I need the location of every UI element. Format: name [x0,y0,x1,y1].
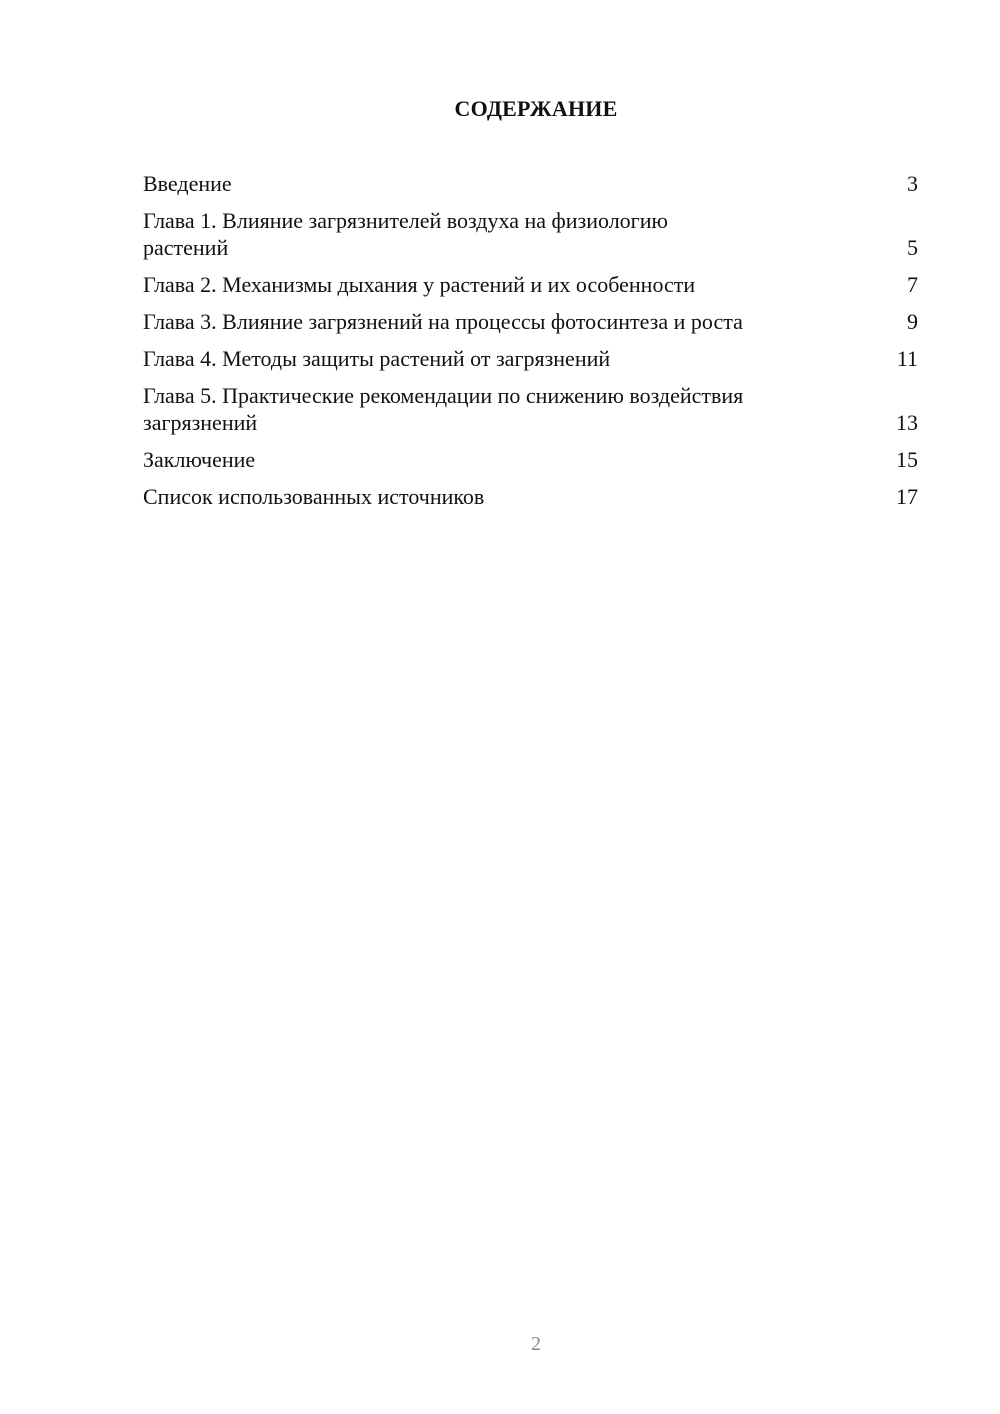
toc-entry-page: 7 [907,272,918,297]
toc-entry-page: 3 [907,171,918,196]
toc-entry-page: 17 [896,484,918,509]
toc-entry-conclusion [143,446,918,473]
toc-entry-chapter-3 [143,308,918,335]
toc-entry-page: 15 [896,447,918,472]
toc-entry-chapter-2 [143,271,918,298]
toc-entry-title: Глава 1. Влияние загрязнителей воздуха на физиологию растений [143,208,668,260]
page-title: СОДЕРЖАНИЕ [454,96,618,121]
toc-entry-title: Глава 5. Практические рекомендации по снижению воздействия загрязнений [143,383,744,435]
toc-entry-chapter-4 [143,345,918,372]
toc-entry-introduction [143,170,918,197]
toc-entry-page: 13 [896,410,918,435]
page-number: 2 [531,1333,541,1355]
toc-entry-chapter-1 [143,207,918,261]
toc-entry-title: Глава 4. Методы защиты растений от загрязнений [143,346,611,371]
toc-entry-page: 9 [907,309,918,334]
toc-entry-page: 5 [907,235,918,260]
toc-entry-title: Список использованных источников [143,484,485,509]
toc-entry-chapter-5 [143,382,918,436]
table-of-contents [143,170,918,520]
toc-entry-title: Введение [143,171,232,196]
toc-entry-page: 11 [896,346,918,371]
toc-entry-title: Заключение [143,447,256,472]
toc-entry-references [143,483,918,510]
toc-entry-title: Глава 2. Механизмы дыхания у растений и их особенности [143,272,696,297]
toc-entry-title: Глава 3. Влияние загрязнений на процессы фотосинтеза и роста [143,309,743,334]
